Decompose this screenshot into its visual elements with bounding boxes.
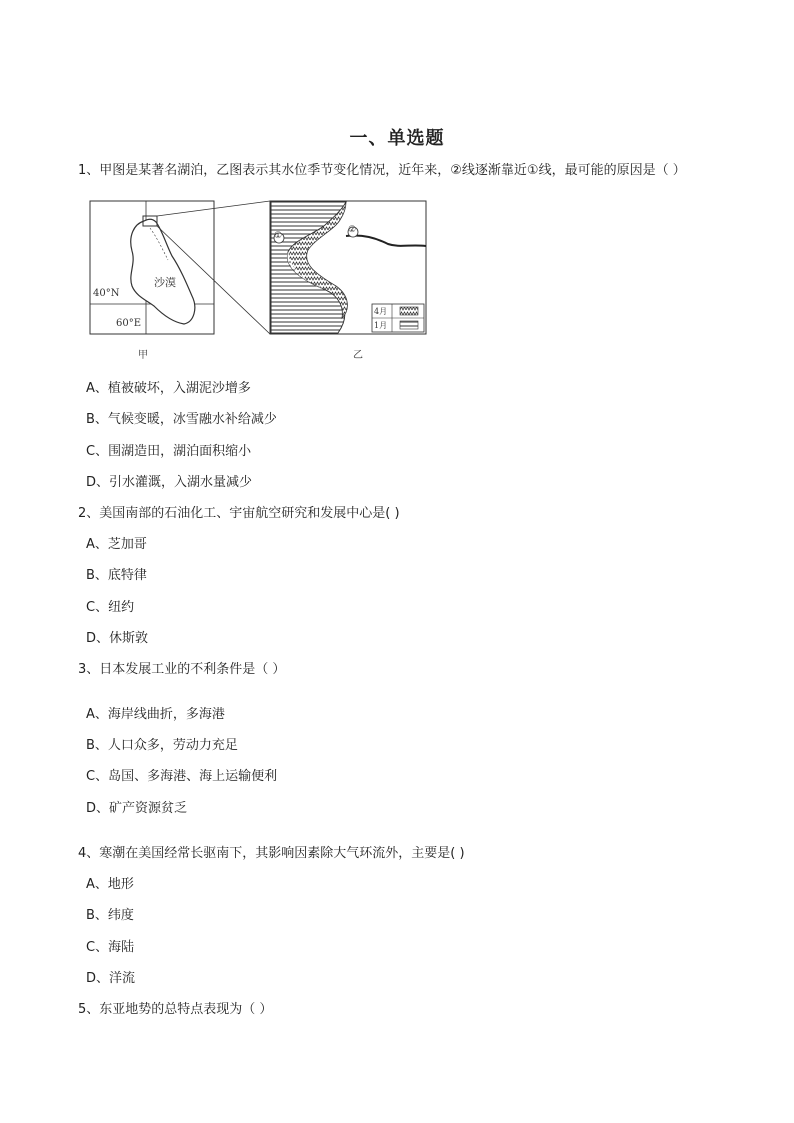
caption-jia: 甲 [138,350,148,361]
latitude-label: 40°N [93,288,120,299]
desert-label: 沙漠 [154,276,176,289]
legend-label-april: 4月 [374,307,388,316]
section-title: 一、单选题 [349,128,445,149]
question-1-stem: 1、甲图是某著名湖泊，乙图表示其水位季节变化情况，近年来，②线逐渐靠近①线，最可能的原因是（ ） [78,163,686,178]
caption-yi: 乙 [353,350,363,361]
lake-map-figure [88,196,433,366]
question-3-stem: 3、日本发展工业的不利条件是（ ） [78,662,286,677]
legend-label-january: 1月 [374,321,388,330]
question-4-stem: 4、寒潮在美国经常长驱南下，其影响因素除大气环流外，主要是( ) [78,846,465,861]
longitude-label: 60°E [116,318,142,329]
question-2-stem: 2、美国南部的石油化工、宇宙航空研究和发展中心是( ) [78,506,400,521]
question-2-option-d: D、休斯敦 [86,631,149,646]
question-2-option-b: B、底特律 [86,568,147,583]
marker-1: ① [274,231,283,241]
question-4-option-a: A、地形 [86,877,134,892]
marker-2: ② [348,225,357,235]
question-4-option-d: D、洋流 [86,971,136,986]
question-1-option-b: B、气候变暖，冰雪融水补给减少 [86,412,277,427]
question-1-option-c: C、围湖造田，湖泊面积缩小 [86,444,252,459]
question-2-option-c: C、纽约 [86,600,135,615]
question-1-option-a: A、植被破坏，入湖泥沙增多 [86,381,251,396]
map-yi [270,201,426,334]
question-4-option-c: C、海陆 [86,940,135,955]
question-3-option-d: D、矿产资源贫乏 [86,801,188,816]
question-3-option-b: B、人口众多，劳动力充足 [86,738,238,753]
question-2-option-a: A、芝加哥 [86,537,147,552]
question-4-option-b: B、纬度 [86,908,134,923]
question-3-option-c: C、岛国、多海港、海上运输便利 [86,769,278,784]
question-1-figure [88,196,433,366]
question-1-option-d: D、引水灌溉，入湖水量减少 [86,475,253,490]
map-jia [90,201,214,334]
question-3-option-a: A、海岸线曲折，多海港 [86,707,225,722]
question-5-stem: 5、东亚地势的总特点表现为（ ） [78,1002,273,1017]
